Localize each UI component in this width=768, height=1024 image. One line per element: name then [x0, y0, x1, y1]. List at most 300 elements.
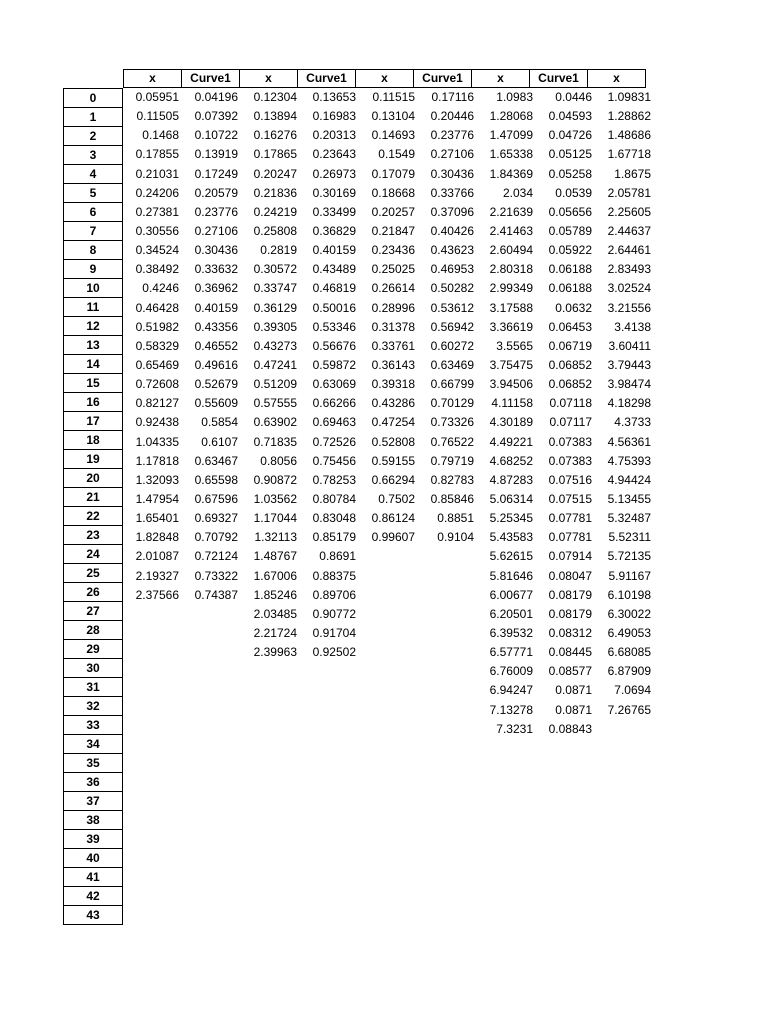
table-cell: 0.0632 [555, 300, 592, 315]
table-cell: 0.17855 [135, 147, 179, 162]
table-cell: 0.1549 [378, 147, 415, 162]
table-cell: 0.53612 [430, 300, 474, 315]
table-cell: 0.80784 [312, 491, 356, 506]
table-cell: 0.13653 [312, 90, 356, 104]
table-cell: 0.36129 [253, 300, 297, 315]
table-cell: 0.17116 [431, 90, 474, 104]
table-row [123, 777, 654, 796]
table-cell: 0.40159 [312, 243, 356, 258]
table-cell: 0.9104 [437, 530, 474, 545]
table-cell: 5.81646 [489, 568, 533, 583]
table-cell: 1.8675 [614, 166, 651, 181]
row-index-cell: 9 [63, 259, 123, 279]
table-cell [300, 892, 359, 911]
table-cell: 6.94247 [489, 683, 533, 698]
table-cell: 0.30556 [135, 223, 179, 238]
table-cell [241, 911, 300, 930]
table-row [123, 413, 654, 432]
table-cell: 0.78253 [312, 472, 356, 487]
table-cell: 6.49053 [607, 625, 651, 640]
table-cell: 1.47954 [135, 491, 179, 506]
table-cell: 1.32113 [254, 530, 297, 545]
table-cell: 1.17818 [135, 453, 179, 468]
table-cell: 4.18298 [607, 396, 651, 411]
column-header: Curve1 [529, 69, 588, 88]
table-cell [595, 815, 654, 834]
table-cell [359, 796, 418, 815]
table-cell [182, 720, 241, 739]
table-cell: 0.12304 [253, 90, 297, 104]
table-cell: 0.21031 [135, 166, 179, 181]
table-cell: 0.20313 [312, 128, 356, 143]
table-cell [359, 681, 418, 700]
table-cell: 0.47241 [253, 357, 297, 372]
table-cell: 0.8691 [319, 549, 356, 564]
table-cell [595, 873, 654, 892]
table-cell: 0.7502 [378, 491, 415, 506]
table-cell: 0.08047 [548, 568, 592, 583]
table-cell: 1.32093 [135, 472, 179, 487]
table-cell: 0.76522 [430, 434, 474, 449]
table-row [123, 567, 654, 586]
table-row [123, 643, 654, 662]
table-cell: 0.28996 [371, 300, 415, 315]
table-cell: 3.4138 [614, 319, 651, 334]
table-cell [477, 834, 536, 853]
table-row [123, 701, 654, 720]
table-cell: 3.79443 [607, 357, 651, 372]
table-cell: 0.85179 [312, 530, 356, 545]
table-cell: 0.72124 [194, 549, 238, 564]
table-cell: 0.33499 [312, 204, 356, 219]
table-cell: 0.74387 [194, 587, 238, 602]
table-cell [477, 892, 536, 911]
table-row [123, 681, 654, 700]
column-header: x [471, 69, 530, 88]
table-cell [477, 911, 536, 930]
table-cell [359, 624, 418, 643]
table-cell: 0.13919 [194, 147, 238, 162]
table-cell [359, 892, 418, 911]
table-cell: 0.33747 [253, 281, 297, 296]
row-index-cell: 38 [63, 810, 123, 830]
table-cell [536, 854, 595, 873]
table-row [123, 662, 654, 681]
table-cell [595, 720, 654, 739]
table-cell [123, 643, 182, 662]
table-cell: 0.53346 [312, 319, 356, 334]
table-cell [418, 873, 477, 892]
table-row [123, 145, 654, 164]
table-cell [418, 777, 477, 796]
table-cell: 2.39963 [253, 645, 297, 660]
table-cell: 0.27106 [430, 147, 474, 162]
table-cell: 4.75393 [607, 453, 651, 468]
table-cell: 2.19327 [135, 568, 179, 583]
table-cell: 0.52808 [371, 434, 415, 449]
table-cell [536, 815, 595, 834]
table-cell: 0.49616 [194, 357, 238, 372]
table-cell: 2.05781 [607, 185, 651, 200]
table-cell: 0.07914 [548, 549, 592, 564]
table-cell [418, 911, 477, 930]
table-cell: 2.80318 [489, 262, 533, 277]
table-cell: 0.65598 [194, 472, 238, 487]
row-index-cell: 40 [63, 848, 123, 868]
table-cell [418, 567, 477, 586]
table-cell: 0.92502 [312, 645, 356, 660]
table-cell [182, 834, 241, 853]
row-index-cell: 17 [63, 411, 123, 431]
table-cell: 4.3733 [614, 415, 651, 430]
table-cell: 0.07516 [548, 472, 592, 487]
table-cell: 1.0983 [496, 90, 533, 104]
table-cell [359, 701, 418, 720]
table-cell [182, 739, 241, 758]
table-cell: 0.17865 [253, 147, 297, 162]
table-cell: 0.25808 [253, 223, 297, 238]
row-index-cell: 42 [63, 886, 123, 906]
table-cell: 1.47099 [489, 128, 533, 143]
table-row [123, 337, 654, 356]
table-row [123, 88, 654, 107]
table-cell: 0.07392 [194, 109, 238, 124]
table-cell: 0.86124 [371, 511, 415, 526]
table-cell: 6.10198 [607, 587, 651, 602]
table-cell [182, 892, 241, 911]
table-cell: 0.43286 [371, 396, 415, 411]
table-cell: 5.43583 [489, 530, 533, 545]
table-cell [418, 701, 477, 720]
row-index-cell: 16 [63, 392, 123, 412]
table-row [123, 203, 654, 222]
table-cell [418, 547, 477, 566]
table-cell: 0.17079 [371, 166, 415, 181]
table-cell: 0.27381 [135, 204, 179, 219]
table-cell: 0.51982 [135, 319, 179, 334]
row-index-cell: 27 [63, 601, 123, 621]
table-cell [241, 815, 300, 834]
table-cell [418, 815, 477, 834]
table-cell: 0.82783 [430, 472, 474, 487]
table-cell [595, 758, 654, 777]
table-cell [536, 892, 595, 911]
table-row [123, 165, 654, 184]
table-cell: 0.13104 [371, 109, 415, 124]
table-cell: 0.66799 [430, 377, 474, 392]
table-cell: 0.30169 [312, 185, 356, 200]
table-cell: 0.05951 [135, 90, 179, 104]
table-cell: 0.08843 [548, 721, 592, 736]
table-cell: 0.88375 [312, 568, 356, 583]
table-cell: 4.49221 [489, 434, 533, 449]
table-cell: 0.33761 [371, 338, 415, 353]
column-header-row [123, 69, 645, 88]
table-cell: 2.37566 [135, 587, 179, 602]
table-cell: 0.56676 [312, 338, 356, 353]
table-row [123, 241, 654, 260]
table-cell: 1.65338 [489, 147, 533, 162]
table-cell: 0.20446 [430, 109, 474, 124]
table-cell: 0.57555 [253, 396, 297, 411]
table-cell: 0.43273 [253, 338, 297, 353]
table-cell: 0.07117 [549, 415, 592, 430]
row-index-cell: 8 [63, 240, 123, 260]
table-cell [418, 758, 477, 777]
table-cell: 0.39305 [253, 319, 297, 334]
table-cell [418, 739, 477, 758]
table-cell [182, 643, 241, 662]
table-cell [359, 815, 418, 834]
table-row [123, 279, 654, 298]
table-cell: 0.51209 [253, 377, 297, 392]
table-cell [123, 911, 182, 930]
column-header: Curve1 [297, 69, 356, 88]
table-cell: 0.06453 [548, 319, 592, 334]
table-cell: 0.30436 [194, 243, 238, 258]
table-cell [359, 834, 418, 853]
table-cell: 0.14693 [371, 128, 415, 143]
table-cell [595, 911, 654, 930]
table-row [123, 490, 654, 509]
table-cell: 0.07118 [549, 396, 592, 411]
table-row [123, 624, 654, 643]
table-cell: 0.33632 [194, 262, 238, 277]
table-cell [477, 815, 536, 834]
table-cell: 0.0539 [555, 185, 592, 200]
table-cell: 0.4246 [142, 281, 179, 296]
table-cell: 0.79719 [430, 453, 474, 468]
table-cell: 6.30022 [607, 606, 651, 621]
table-cell: 0.69463 [312, 415, 356, 430]
table-cell: 0.36962 [194, 281, 238, 296]
table-cell: 5.32487 [607, 511, 651, 526]
table-cell: 0.70792 [194, 530, 238, 545]
row-index-column [63, 88, 123, 925]
table-cell: 0.43623 [430, 243, 474, 258]
table-cell [241, 662, 300, 681]
table-row [123, 547, 654, 566]
table-cell: 2.99349 [489, 281, 533, 296]
table-cell: 0.71835 [253, 434, 297, 449]
table-cell: 2.01087 [135, 549, 179, 564]
table-cell [300, 815, 359, 834]
row-index-cell: 41 [63, 867, 123, 887]
table-cell [241, 854, 300, 873]
table-cell: 0.90772 [312, 606, 356, 621]
table-cell [359, 873, 418, 892]
table-row [123, 375, 654, 394]
table-cell: 0.46552 [194, 338, 238, 353]
table-cell: 0.63069 [312, 377, 356, 392]
table-cell [182, 796, 241, 815]
table-cell [300, 796, 359, 815]
table-cell: 2.21639 [489, 204, 533, 219]
row-index-cell: 24 [63, 544, 123, 564]
table-cell [241, 739, 300, 758]
table-cell [182, 854, 241, 873]
row-index-cell: 3 [63, 145, 123, 165]
row-index-cell: 18 [63, 430, 123, 450]
row-index-cell: 7 [63, 221, 123, 241]
row-index-cell: 2 [63, 126, 123, 146]
table-cell: 2.03485 [253, 606, 297, 621]
table-cell: 0.8851 [437, 511, 474, 526]
table-cell: 6.39532 [489, 625, 533, 640]
table-cell: 0.36143 [371, 357, 415, 372]
table-row [123, 107, 654, 126]
table-cell: 0.8056 [260, 453, 297, 468]
table-row [123, 471, 654, 490]
table-cell: 1.04335 [135, 434, 179, 449]
table-cell [300, 681, 359, 700]
table-cell [595, 834, 654, 853]
table-cell: 0.75456 [312, 453, 356, 468]
table-cell: 0.50282 [430, 281, 474, 296]
table-cell [418, 854, 477, 873]
table-cell: 2.83493 [607, 262, 651, 277]
table-cell: 0.20247 [253, 166, 297, 181]
column-header: x [239, 69, 298, 88]
table-cell: 1.09831 [607, 90, 651, 104]
table-cell [241, 720, 300, 739]
table-cell [182, 681, 241, 700]
row-index-cell: 26 [63, 582, 123, 602]
table-cell: 3.5565 [496, 338, 533, 353]
table-cell: 0.23436 [371, 243, 415, 258]
table-cell: 0.59872 [312, 357, 356, 372]
table-cell: 0.21847 [371, 223, 415, 238]
table-row [123, 739, 654, 758]
row-index-cell: 39 [63, 829, 123, 849]
table-cell [241, 796, 300, 815]
table-cell [418, 643, 477, 662]
table-cell [123, 777, 182, 796]
row-index-cell: 20 [63, 468, 123, 488]
row-index-cell: 22 [63, 506, 123, 526]
table-cell: 0.23643 [312, 147, 356, 162]
table-row [123, 452, 654, 471]
table-cell: 4.87283 [489, 472, 533, 487]
table-cell: 0.0446 [555, 90, 592, 104]
table-cell: 5.06314 [489, 491, 533, 506]
row-index-cell: 12 [63, 316, 123, 336]
table-cell [359, 758, 418, 777]
table-cell: 0.59155 [371, 453, 415, 468]
row-index-cell: 28 [63, 620, 123, 640]
table-cell: 0.08179 [548, 587, 592, 602]
table-cell: 5.52311 [608, 530, 651, 545]
table-cell: 0.13894 [253, 109, 297, 124]
table-cell: 3.02524 [607, 281, 651, 296]
table-cell [418, 624, 477, 643]
table-cell: 5.13455 [607, 491, 651, 506]
table-cell [477, 777, 536, 796]
table-cell: 0.11515 [372, 90, 415, 104]
table-cell: 0.06852 [548, 357, 592, 372]
table-cell: 6.20501 [489, 606, 533, 621]
table-cell: 2.25605 [607, 204, 651, 219]
table-cell: 0.05789 [548, 223, 592, 238]
table-cell [123, 815, 182, 834]
table-cell: 1.48686 [607, 128, 651, 143]
table-cell: 0.66294 [371, 472, 415, 487]
table-row [123, 260, 654, 279]
table-cell: 0.06188 [548, 281, 592, 296]
table-cell: 2.41463 [489, 223, 533, 238]
table-cell: 1.82848 [135, 530, 179, 545]
table-cell: 0.50016 [312, 300, 356, 315]
table-cell: 0.05656 [548, 204, 592, 219]
row-index-cell: 34 [63, 734, 123, 754]
table-cell: 0.33766 [430, 185, 474, 200]
table-cell: 0.46819 [312, 281, 356, 296]
column-header: Curve1 [413, 69, 472, 88]
table-cell [595, 854, 654, 873]
table-cell [241, 777, 300, 796]
table-cell: 2.44637 [607, 223, 651, 238]
table-cell: 0.39318 [371, 377, 415, 392]
table-cell: 2.64461 [607, 243, 651, 258]
row-index-cell: 36 [63, 772, 123, 792]
table-cell: 3.17588 [489, 300, 533, 315]
table-cell [418, 605, 477, 624]
table-cell: 1.28862 [607, 109, 651, 124]
table-cell: 0.37096 [430, 204, 474, 219]
table-row [123, 796, 654, 815]
table-cell [359, 586, 418, 605]
table-cell: 0.92438 [135, 415, 179, 430]
table-cell: 1.17044 [253, 511, 297, 526]
table-cell [241, 701, 300, 720]
table-cell: 0.91704 [312, 625, 356, 640]
table-cell: 4.56361 [607, 434, 651, 449]
table-cell: 6.76009 [489, 664, 533, 679]
table-cell [123, 605, 182, 624]
table-cell: 0.18668 [371, 185, 415, 200]
table-cell [477, 796, 536, 815]
table-cell: 0.89706 [312, 587, 356, 602]
row-index-cell: 11 [63, 297, 123, 317]
table-cell [359, 605, 418, 624]
table-cell: 0.08445 [548, 645, 592, 660]
table-cell [300, 911, 359, 930]
table-cell: 7.0694 [614, 683, 651, 698]
table-cell: 0.23776 [430, 128, 474, 143]
row-index-cell: 35 [63, 753, 123, 773]
table-row [123, 222, 654, 241]
table-row [123, 528, 654, 547]
table-cell: 0.07383 [548, 434, 592, 449]
table-cell [595, 892, 654, 911]
table-cell: 0.07781 [548, 530, 592, 545]
table-cell: 0.06719 [548, 338, 592, 353]
table-cell: 3.94506 [489, 377, 533, 392]
table-cell [477, 758, 536, 777]
table-cell [182, 624, 241, 643]
table-cell: 0.24206 [135, 185, 179, 200]
table-cell: 0.47254 [371, 415, 415, 430]
table-cell: 0.43489 [312, 262, 356, 277]
table-cell: 0.73322 [194, 568, 238, 583]
table-cell: 1.48767 [253, 549, 297, 564]
row-index-cell: 25 [63, 563, 123, 583]
table-cell [300, 662, 359, 681]
table-cell: 0.04196 [194, 90, 238, 104]
table-row [123, 299, 654, 318]
table-cell: 0.38492 [135, 262, 179, 277]
table-cell: 6.00677 [489, 587, 533, 602]
